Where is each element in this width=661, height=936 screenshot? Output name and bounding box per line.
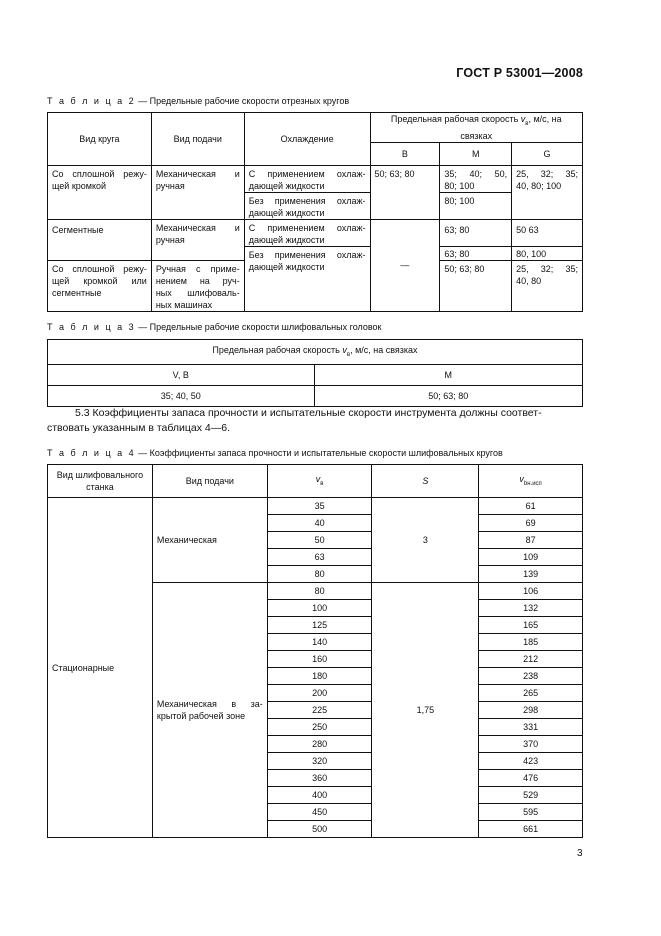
table4-caption xyxy=(47,448,503,458)
table4-vtest-cell: 87 xyxy=(479,532,583,549)
table4-vtest-cell: 298 xyxy=(479,702,583,719)
table2-cool-without-line2: дающей жидкости xyxy=(248,207,325,218)
table4-vtest-cell: 212 xyxy=(479,651,583,668)
table4-v-cell: 250 xyxy=(267,719,372,736)
table4-header-s xyxy=(372,465,479,498)
table4-header-v-sub: в xyxy=(320,480,324,487)
table2-cool-with-line2: дающей жидкости xyxy=(248,180,325,191)
table4-header-v-symbol: v xyxy=(315,473,321,484)
table4-feed2-line1: Механическая в за- xyxy=(156,699,263,709)
table2-row3-feed-line1: Ручная с приме- xyxy=(155,263,240,274)
table2 xyxy=(47,112,583,312)
table2-row1-g xyxy=(512,165,583,219)
table4-vtest-cell: 106 xyxy=(479,583,583,600)
table3 xyxy=(47,339,583,407)
table4-caption-text: — Коэффициенты запаса прочности и испытательные скорости шлифовальных кругов xyxy=(135,448,503,458)
table2-row3-g xyxy=(512,260,583,311)
table4-v-cell: 125 xyxy=(267,617,372,634)
table-row xyxy=(48,498,583,515)
table2-row3-feed-line4: ных машинах xyxy=(155,299,213,310)
table2-row2-g-with: 50 63 xyxy=(512,219,583,246)
table2-row1-feed-line2: ручная xyxy=(155,180,185,191)
table2-row1-type xyxy=(48,165,152,219)
table4-body xyxy=(48,498,583,838)
table2-row1-b: 50; 63; 80 xyxy=(370,165,440,219)
table2-row2-feed xyxy=(151,219,244,260)
table2-bond-g: G xyxy=(512,142,583,165)
table4-vtest-cell: 109 xyxy=(479,549,583,566)
table4-vtest-cell: 595 xyxy=(479,804,583,821)
page-number: 3 xyxy=(577,848,583,859)
table2-row1-m-with xyxy=(440,165,512,192)
table2-row3-type-line3: сегментные xyxy=(52,287,102,298)
table2-bond-m: M xyxy=(440,142,512,165)
table3-speed-symbol: v xyxy=(342,344,347,355)
table2-row3-type-line1: Со сплошной режу- xyxy=(52,263,147,274)
table4-s1-cell: 3 xyxy=(372,498,479,583)
table4-header-feed: Вид подачи xyxy=(152,465,267,498)
table2-row2-m-with: 63; 80 xyxy=(440,219,512,246)
table4-caption-prefix: Т а б л и ц а 4 xyxy=(47,448,136,458)
table4-feed2-line2: крытой рабочей зоне xyxy=(156,711,246,721)
table2-row1-cool-without xyxy=(244,192,370,219)
table4-vtest-cell: 69 xyxy=(479,515,583,532)
table2-row1-m-with-line2: 80; 100 xyxy=(444,180,475,191)
table4-vtest-cell: 331 xyxy=(479,719,583,736)
table2-row1-cool-with xyxy=(244,165,370,192)
table2-speed-sub: в xyxy=(525,120,529,127)
table2-row3-feed-line3: ных шлифоваль- xyxy=(155,287,240,298)
table2-row3-type-line2: щей кромкой или xyxy=(52,275,147,286)
paragraph-line1: 5.3 Коэффициенты запаса прочности и испытательные скорости инструмента должны соответ- xyxy=(75,407,542,419)
table2-caption-prefix: Т а б л и ц а 2 xyxy=(47,96,136,106)
table3-caption xyxy=(47,322,381,332)
table4-vtest-cell: 165 xyxy=(479,617,583,634)
table4-header-vtest-sub: bн.исп xyxy=(523,480,542,487)
table4-v-cell: 360 xyxy=(267,770,372,787)
table4-v-cell: 500 xyxy=(267,821,372,838)
paragraph-5-3 xyxy=(47,406,583,436)
table3-caption-prefix: Т а б л и ц а 3 xyxy=(47,322,136,332)
table4-vtest-cell: 132 xyxy=(479,600,583,617)
table2-speed-symbol: v xyxy=(520,114,526,124)
table4-header-s-symbol: S xyxy=(422,476,429,486)
table4-v-cell: 40 xyxy=(267,515,372,532)
table2-row1-type-line1: Со сплошной режу- xyxy=(52,168,147,179)
table2-caption-text: — Предельные рабочие скорости отрезных кругов xyxy=(135,96,350,106)
table3-val-m: 50; 63; 80 xyxy=(314,386,583,407)
table2-header-type: Вид круга xyxy=(48,113,152,166)
table4-vtest-cell: 265 xyxy=(479,685,583,702)
table2-row2-cool-without-line1: Без применения охлаж- xyxy=(248,249,366,260)
table4 xyxy=(47,464,583,838)
table4-header-vtest-symbol: v xyxy=(519,473,524,484)
table3-val-vb: 35; 40, 50 xyxy=(48,386,315,407)
table4-header-v xyxy=(267,465,372,498)
table3-header-unit: , м/с, на связках xyxy=(350,344,418,355)
table4-s2-cell: 1,75 xyxy=(372,583,479,838)
table4-vtest-cell: 476 xyxy=(479,770,583,787)
paragraph-line2: ствовать указанным в таблицах 4—6. xyxy=(47,422,231,434)
table2-row2-feed-line2: ручная xyxy=(155,234,185,245)
table4-v-cell: 63 xyxy=(267,549,372,566)
table4-v-cell: 280 xyxy=(267,736,372,753)
table4-header-machine xyxy=(48,465,153,498)
table4-vtest-cell: 529 xyxy=(479,787,583,804)
table3-col-m: M xyxy=(314,365,583,386)
table2-speed-label: Предельная рабочая скорость xyxy=(390,114,519,124)
table2-row3-type xyxy=(48,260,152,311)
table4-v-cell: 80 xyxy=(267,583,372,600)
table4-v-cell: 35 xyxy=(267,498,372,515)
table2-header-speed xyxy=(370,113,583,143)
table4-header-machine-line2: станка xyxy=(86,482,114,492)
table4-vtest-cell: 370 xyxy=(479,736,583,753)
table4-v-cell: 200 xyxy=(267,685,372,702)
table2-b-dash: — xyxy=(370,219,440,311)
table2-row2-cool-without-line2: дающей жидкости xyxy=(248,261,325,272)
table2-row3-g-line1: 25, 32; 35; xyxy=(516,263,578,274)
table2-row1-feed-line1: Механическая и xyxy=(155,168,240,179)
table2-row1-feed xyxy=(151,165,244,219)
table2-row3-feed xyxy=(151,260,244,311)
table3-header xyxy=(48,340,583,365)
table4-header-machine-line1: Вид шлифовального xyxy=(56,470,144,480)
table2-row2-cool-with-line1: С применением охлаж- xyxy=(248,222,366,233)
table2-bond-b: B xyxy=(370,142,440,165)
table4-machine-cell: Стационарные xyxy=(48,498,153,838)
table2-caption xyxy=(47,96,349,106)
table4-vtest-cell: 423 xyxy=(479,753,583,770)
table2-row2-feed-line1: Механическая и xyxy=(155,222,240,233)
table4-vtest-cell: 61 xyxy=(479,498,583,515)
table3-speed-sub: в xyxy=(346,351,351,358)
table2-row2-m-without: 63; 80 xyxy=(440,246,512,260)
table4-v-cell: 180 xyxy=(267,668,372,685)
table2-row1-g-line1: 25, 32; 35; xyxy=(516,168,578,179)
table3-col-vb: V, B xyxy=(48,365,315,386)
table4-v-cell: 140 xyxy=(267,634,372,651)
table4-v-cell: 400 xyxy=(267,787,372,804)
table2-row3-m: 50; 63; 80 xyxy=(440,260,512,311)
table4-v-cell: 160 xyxy=(267,651,372,668)
table2-header-cooling: Охлаждение xyxy=(244,113,370,166)
table3-header-label: Предельная рабочая скорость xyxy=(212,344,340,355)
table4-v-cell: 100 xyxy=(267,600,372,617)
table2-header-feed: Вид подачи xyxy=(151,113,244,166)
table4-vtest-cell: 238 xyxy=(479,668,583,685)
table2-row1-m-without: 80; 100 xyxy=(440,192,512,219)
table4-header-vtest xyxy=(479,465,583,498)
table4-v-cell: 225 xyxy=(267,702,372,719)
table2-row2-type: Сегментные xyxy=(48,219,152,260)
document-code: ГОСТ Р 53001—2008 xyxy=(456,66,583,80)
table2-row1-g-line2: 40, 80; 100 xyxy=(516,180,562,191)
table2-row2-cool-with-line2: дающей жидкости xyxy=(248,234,325,245)
table4-v-cell: 320 xyxy=(267,753,372,770)
table4-v-cell: 450 xyxy=(267,804,372,821)
table4-v-cell: 50 xyxy=(267,532,372,549)
table2-row1-m-with-line1: 35; 40; 50, xyxy=(444,168,508,179)
table2-cool-without-line1: Без применения охлаж- xyxy=(248,195,366,206)
table2-row1-type-line2: щей кромкой xyxy=(52,180,107,191)
table2-row2-cool-with xyxy=(244,219,370,246)
table2-cool-with-line1: С применением охлаж- xyxy=(248,168,366,179)
table4-vtest-cell: 661 xyxy=(479,821,583,838)
table2-speed-unit: , м/с, на связках xyxy=(460,114,562,141)
table4-vtest-cell: 139 xyxy=(479,566,583,583)
table4-feed2-cell xyxy=(152,583,267,838)
table2-row3-g-line2: 40, 80 xyxy=(516,275,542,286)
table4-vtest-cell: 185 xyxy=(479,634,583,651)
table3-caption-text: — Предельные рабочие скорости шлифовальных головок xyxy=(135,322,382,332)
table2-row2-cool-without xyxy=(244,246,370,311)
table4-v-cell: 80 xyxy=(267,566,372,583)
table2-row3-feed-line2: нением на руч- xyxy=(155,275,240,286)
table4-feed1-cell: Механическая xyxy=(152,498,267,583)
table2-row2-g-without: 80, 100 xyxy=(512,246,583,260)
